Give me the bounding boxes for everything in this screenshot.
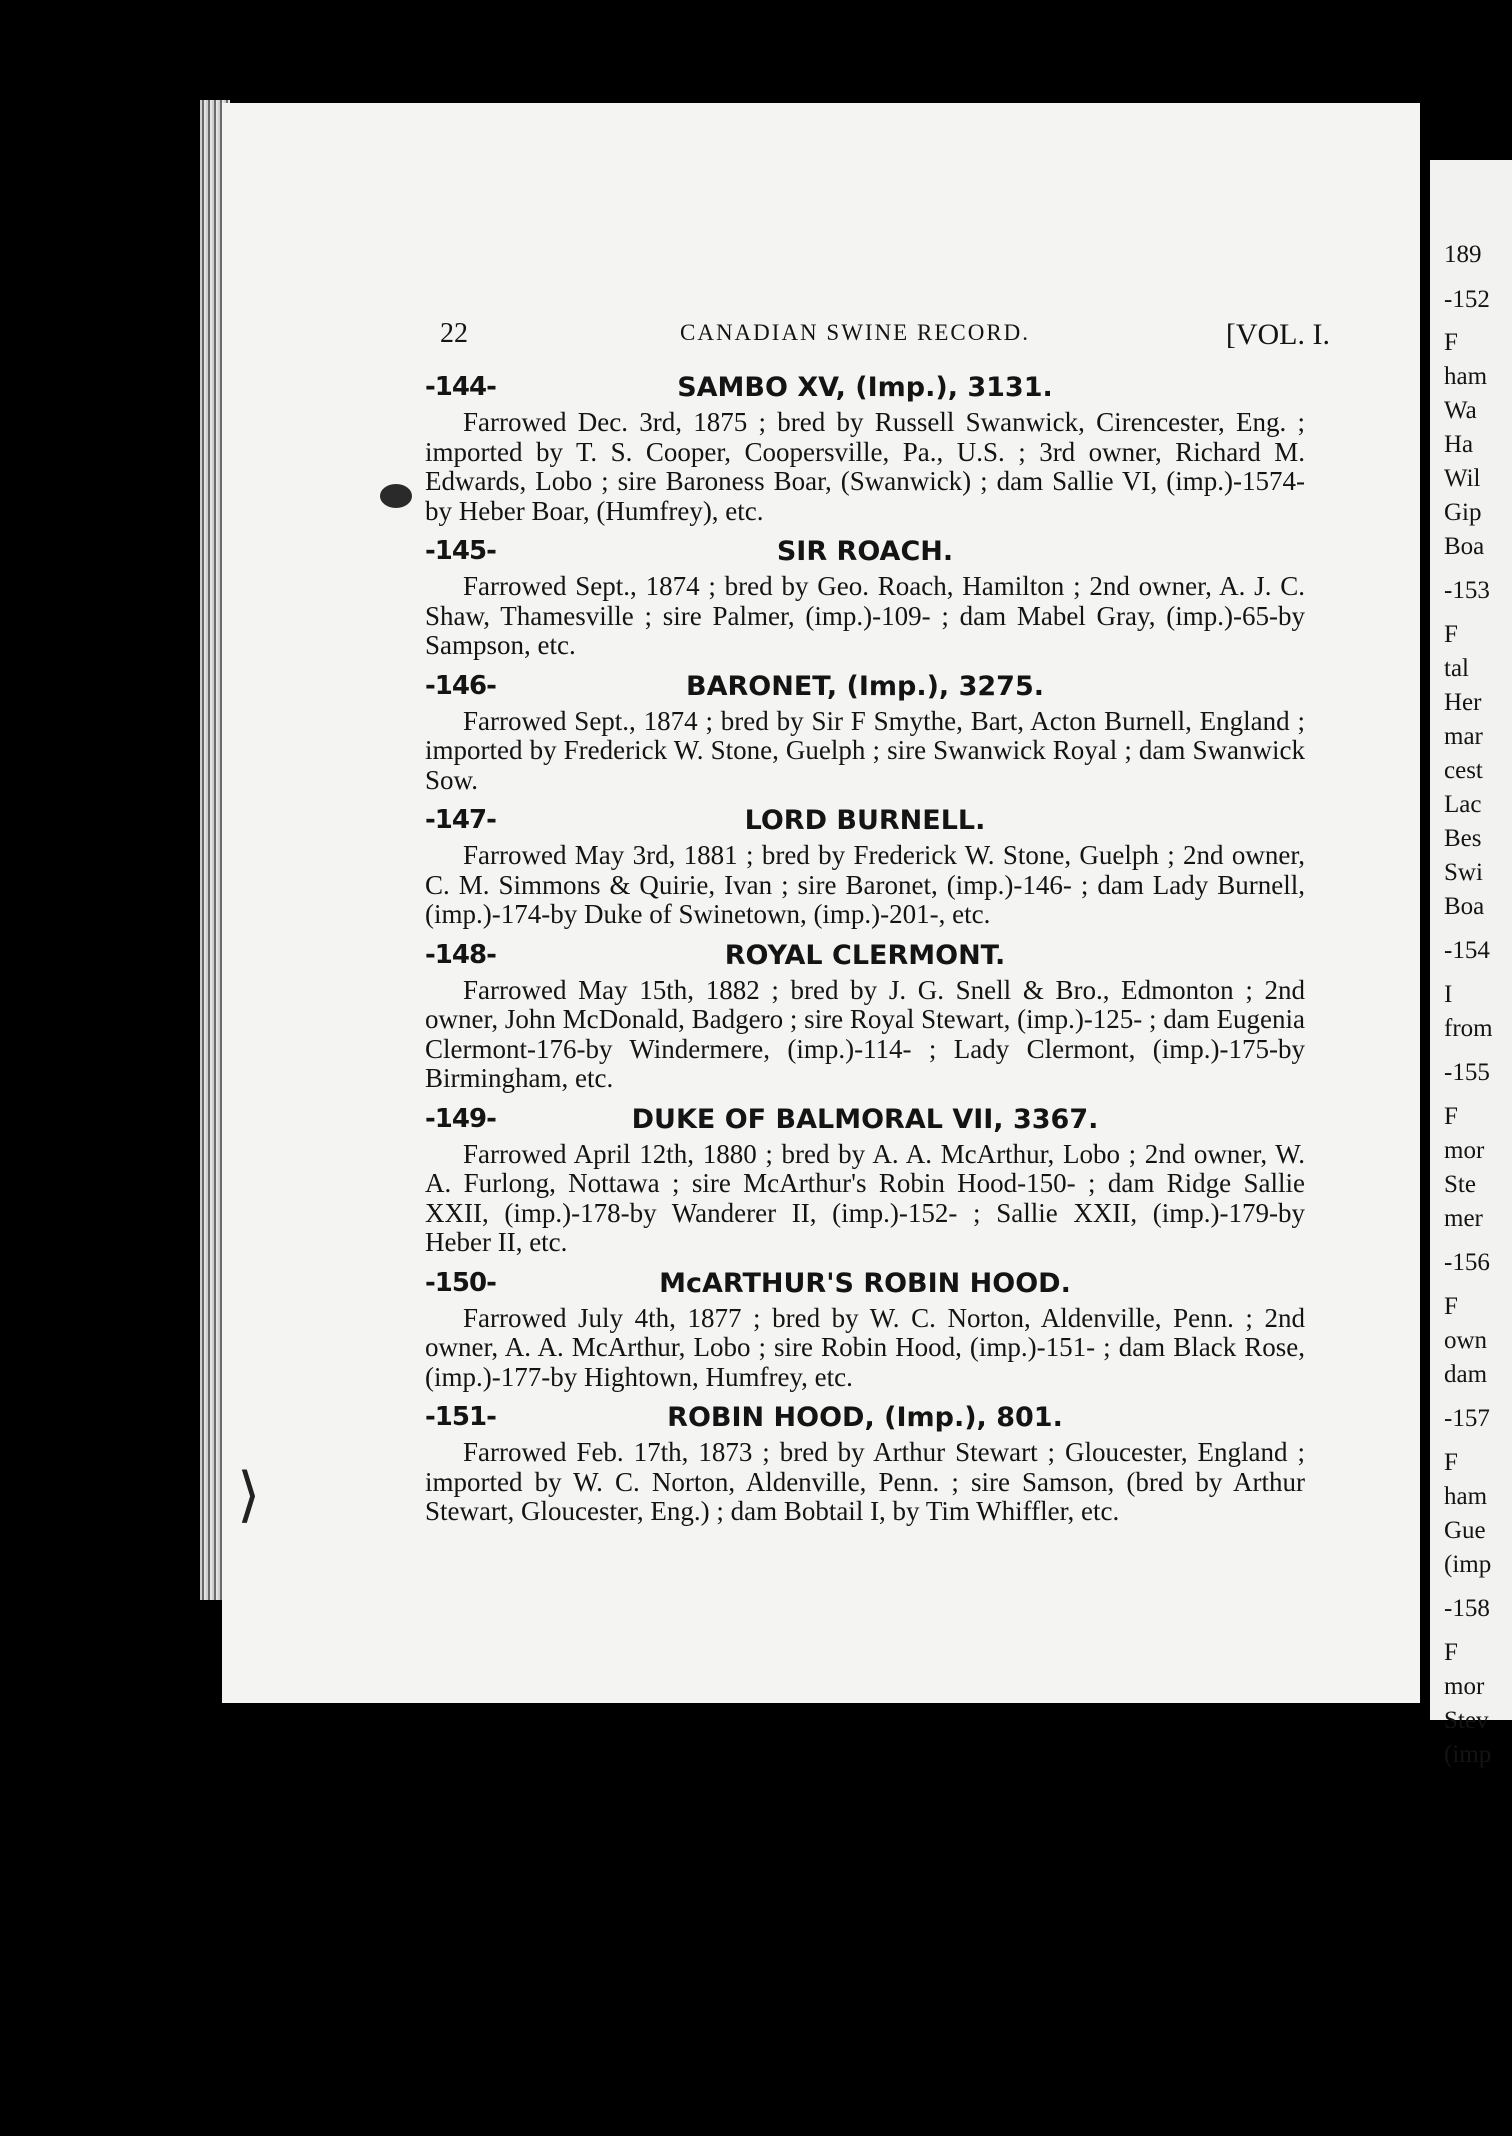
next-page-fragment bbox=[1430, 160, 1512, 1768]
next-page-line: F bbox=[1444, 621, 1458, 648]
next-page-line: Boa bbox=[1444, 893, 1485, 920]
running-title: CANADIAN SWINE RECORD. bbox=[680, 320, 1031, 345]
next-page-line: from bbox=[1444, 1015, 1493, 1042]
entry-name: BARONET, (Imp.), 3275. bbox=[686, 670, 1044, 702]
entry-list bbox=[425, 370, 1305, 1535]
entry bbox=[425, 1400, 1305, 1527]
entry-number: -146- bbox=[425, 670, 496, 701]
next-page-line: ham bbox=[1444, 363, 1488, 390]
entry-number: -145- bbox=[425, 536, 496, 566]
entry-name: SAMBO XV, (Imp.), 3131. bbox=[677, 372, 1053, 403]
entry bbox=[425, 1102, 1305, 1258]
entry-head bbox=[425, 1266, 1305, 1304]
entry-name: McARTHUR'S ROBIN HOOD. bbox=[659, 1267, 1071, 1299]
entry-number: -144- bbox=[425, 372, 496, 402]
next-page-line: I bbox=[1444, 981, 1453, 1008]
entry-head bbox=[425, 1400, 1305, 1438]
entry-text: Farrowed May 15th, 1882 ; bred by J. G. Snell & Bro., Edmonton ; 2nd owner, John McDonald, Badgero ; sire Royal Stewart, (imp.)-125- ; dam Eugenia Clermont-176-by Windermere, (imp.)-114- ; Lady Clermont, (imp.)-175-by Birmingham, etc. bbox=[425, 974, 1305, 1093]
page-header bbox=[440, 318, 1330, 358]
margin-mark: ⟩ bbox=[237, 1462, 261, 1528]
entry-number: -147- bbox=[425, 805, 496, 835]
entry-name: ROYAL CLERMONT. bbox=[724, 939, 1006, 971]
next-page-line: (imp bbox=[1444, 1741, 1492, 1768]
entry-number: -150- bbox=[425, 1267, 496, 1298]
next-page-line: Wil bbox=[1444, 465, 1481, 492]
next-page-line: Her bbox=[1444, 689, 1482, 716]
entry-number: -151- bbox=[425, 1402, 496, 1432]
next-page-line: -157 bbox=[1444, 1405, 1490, 1432]
next-page-line: mar bbox=[1444, 723, 1483, 750]
entry bbox=[425, 938, 1305, 1094]
page-number: 22 bbox=[440, 318, 468, 349]
entry bbox=[425, 534, 1305, 661]
entry-head bbox=[425, 669, 1305, 707]
next-page-line: ham bbox=[1444, 1483, 1488, 1510]
entry-head bbox=[425, 1102, 1305, 1140]
next-page-line: -153 bbox=[1444, 577, 1490, 604]
next-page-line: Wa bbox=[1444, 397, 1477, 424]
next-page-line: -154 bbox=[1444, 937, 1490, 964]
entry-name: LORD BURNELL. bbox=[744, 805, 986, 836]
entry-name: ROBIN HOOD, (Imp.), 801. bbox=[667, 1402, 1063, 1433]
next-page-line: Ste bbox=[1444, 1171, 1476, 1198]
next-page-line: -152 bbox=[1444, 286, 1490, 313]
entry-head bbox=[425, 534, 1305, 572]
entry-number: -149- bbox=[425, 1103, 496, 1134]
next-page-line: F bbox=[1444, 329, 1458, 356]
next-page-line: (imp bbox=[1444, 1551, 1492, 1578]
entry-head bbox=[425, 803, 1305, 841]
entry-head bbox=[425, 938, 1305, 976]
next-page-line: Bes bbox=[1444, 825, 1482, 852]
next-page-line: Stev bbox=[1444, 1707, 1489, 1734]
next-page-line: 189 bbox=[1444, 241, 1482, 268]
next-page-line: Gue bbox=[1444, 1517, 1486, 1544]
next-page-line: mor bbox=[1444, 1673, 1485, 1700]
next-page-line: cest bbox=[1444, 757, 1483, 784]
ink-stain bbox=[380, 484, 412, 508]
next-page-line: Lac bbox=[1444, 791, 1482, 818]
entry bbox=[425, 370, 1305, 526]
next-page-line: F bbox=[1444, 1293, 1458, 1320]
entry-text: Farrowed April 12th, 1880 ; bred by A. A. McArthur, Lobo ; 2nd owner, W. A. Furlong, Nottawa ; sire McArthur's Robin Hood-150- ; dam Ridge Sallie XXII, (imp.)-178-by Wanderer II, (imp.)-152- ; Sallie XXII, (imp.)-179-by Heber II, etc. bbox=[425, 1138, 1305, 1257]
entry-text: Farrowed Sept., 1874 ; bred by Geo. Roach, Hamilton ; 2nd owner, A. J. C. Shaw, Thamesville ; sire Palmer, (imp.)-109- ; dam Mabel Gray, (imp.)-65-by Sampson, etc. bbox=[425, 571, 1305, 660]
entry bbox=[425, 669, 1305, 796]
entry-text: Farrowed May 3rd, 1881 ; bred by Frederick W. Stone, Guelph ; 2nd owner, C. M. Simmons & Quirie, Ivan ; sire Baronet, (imp.)-146- ; dam Lady Burnell, (imp.)-174-by Duke of Swinetown, (imp.)-201-, etc. bbox=[425, 840, 1305, 929]
next-page-line: mor bbox=[1444, 1137, 1485, 1164]
entry-head bbox=[425, 370, 1305, 408]
next-page-line: F bbox=[1444, 1103, 1458, 1130]
next-page-line: Boa bbox=[1444, 533, 1485, 560]
next-page-line: Ha bbox=[1444, 431, 1474, 458]
next-page-line: Swi bbox=[1444, 859, 1483, 886]
next-page-line: F bbox=[1444, 1639, 1458, 1666]
entry-number: -148- bbox=[425, 939, 496, 970]
next-page-line: -158 bbox=[1444, 1595, 1490, 1622]
entry bbox=[425, 803, 1305, 930]
volume-label: [VOL. I. bbox=[1225, 318, 1330, 351]
next-page-line: mer bbox=[1444, 1205, 1483, 1232]
entry bbox=[425, 1266, 1305, 1393]
entry-name: SIR ROACH. bbox=[776, 536, 954, 567]
next-page-line: dam bbox=[1444, 1361, 1488, 1388]
next-page-line: -155 bbox=[1444, 1059, 1490, 1086]
entry-text: Farrowed Sept., 1874 ; bred by Sir F Smythe, Bart, Acton Burnell, England ; imported by Frederick W. Stone, Guelph ; sire Swanwick Royal ; dam Swanwick Sow. bbox=[425, 705, 1305, 795]
entry-name: DUKE OF BALMORAL VII, 3367. bbox=[631, 1103, 1099, 1135]
next-page-line: F bbox=[1444, 1449, 1458, 1476]
entry-text: Farrowed July 4th, 1877 ; bred by W. C. Norton, Aldenville, Penn. ; 2nd owner, A. A. McArthur, Lobo ; sire Robin Hood, (imp.)-151- ; dam Black Rose, (imp.)-177-by Hightown, Humfrey, etc. bbox=[425, 1302, 1305, 1392]
entry-text: Farrowed Feb. 17th, 1873 ; bred by Arthur Stewart ; Gloucester, England ; imported by W. C. Norton, Aldenville, Penn. ; sire Samson, (bred by Arthur Stewart, Gloucester, Eng.) ; dam Bobtail I, by Tim Whiffler, etc. bbox=[425, 1437, 1305, 1526]
next-page-line: -156 bbox=[1444, 1249, 1490, 1276]
entry-text: Farrowed Dec. 3rd, 1875 ; bred by Russell Swanwick, Cirencester, Eng. ; imported by T. S. Cooper, Coopersville, Pa., U.S. ; 3rd owner, Richard M. Edwards, Lobo ; sire Baroness Boar, (Swanwick) ; dam Sallie VI, (imp.)-1574-by Heber Boar, (Humfrey), etc. bbox=[425, 407, 1305, 526]
next-page-line: own bbox=[1444, 1327, 1488, 1354]
next-page-line: Gip bbox=[1444, 499, 1482, 526]
next-page-line: tal bbox=[1444, 655, 1469, 682]
